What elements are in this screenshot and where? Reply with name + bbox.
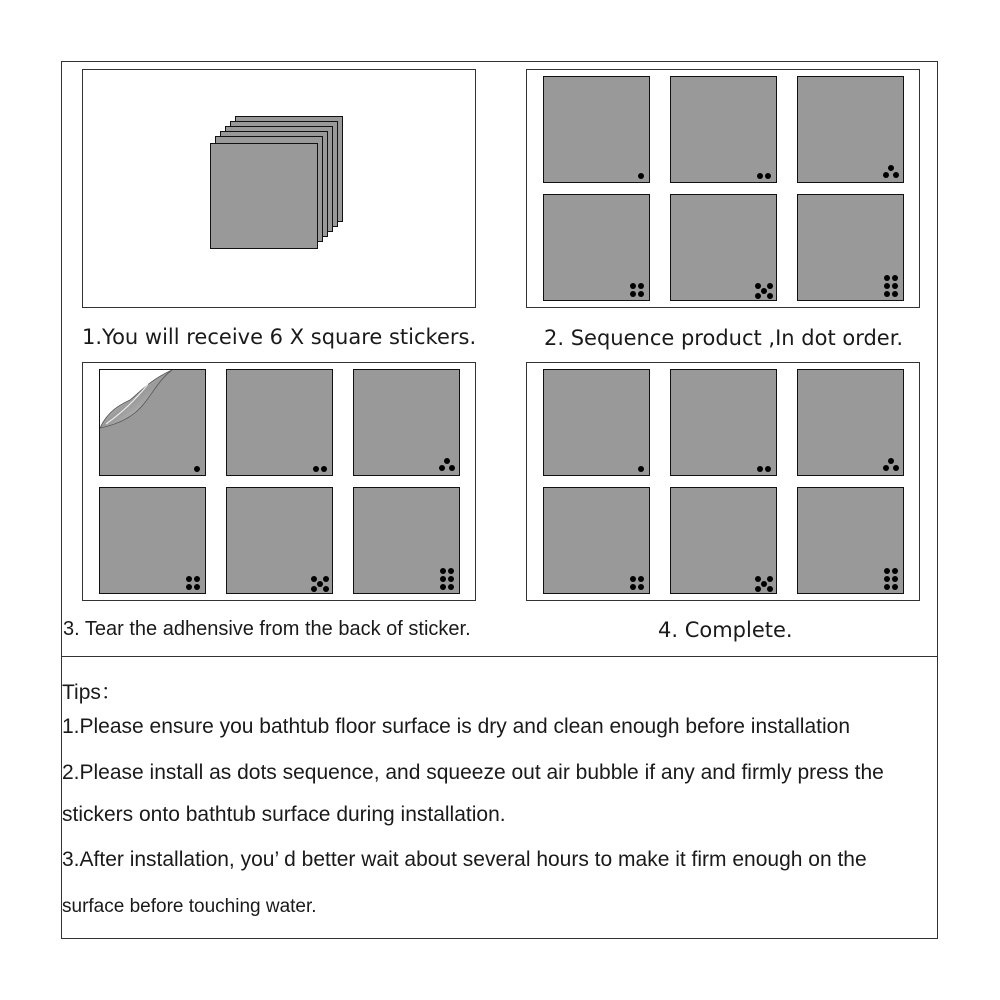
- sticker-dot: [321, 466, 327, 472]
- sticker-dot: [630, 584, 636, 590]
- sticker-dot: [892, 291, 898, 297]
- sticker-dot: [630, 291, 636, 297]
- tip-3-line-2: surface before touching water.: [62, 896, 317, 917]
- sticker-tile-3: [797, 369, 904, 476]
- sticker-dot: [638, 291, 644, 297]
- sticker-dot: [767, 576, 773, 582]
- sticker-dot: [765, 173, 771, 179]
- sticker-dot: [638, 173, 644, 179]
- sticker-tile-5: [670, 194, 777, 301]
- sticker-dot: [444, 458, 450, 464]
- sticker-tile-1: [99, 369, 206, 476]
- sticker-dot: [638, 584, 644, 590]
- sticker-sheet: [210, 143, 318, 249]
- sticker-dot: [884, 576, 890, 582]
- sticker-dot: [211, 144, 214, 147]
- sticker-dot: [313, 466, 319, 472]
- tip-1: 1.Please ensure you bathtub floor surface is dry and clean enough before installation: [62, 715, 851, 738]
- sticker-dot: [194, 466, 200, 472]
- sticker-dot: [883, 465, 889, 471]
- step2-panel: [526, 69, 920, 308]
- sticker-dot: [194, 576, 200, 582]
- sticker-dot: [186, 576, 192, 582]
- step1-caption: 1.You will receive 6 X square stickers.: [82, 325, 477, 349]
- sticker-dot: [449, 465, 455, 471]
- sticker-dot: [317, 581, 323, 587]
- sticker-dot: [884, 283, 890, 289]
- sticker-dot: [761, 581, 767, 587]
- sticker-dot: [892, 283, 898, 289]
- sticker-dot: [893, 465, 899, 471]
- sticker-dot: [448, 576, 454, 582]
- sticker-dot: [892, 584, 898, 590]
- sticker-dot: [440, 568, 446, 574]
- sticker-dot: [761, 288, 767, 294]
- sticker-dot: [448, 568, 454, 574]
- sticker-dot: [767, 586, 773, 592]
- tips-title: Tips：: [62, 681, 122, 704]
- sticker-dot: [448, 584, 454, 590]
- sticker-dot: [638, 283, 644, 289]
- tip-2-line-2: stickers onto bathtub surface during installation.: [62, 803, 506, 826]
- sticker-tile-2: [670, 76, 777, 183]
- sticker-dot: [638, 576, 644, 582]
- tip-2-line-1: 2.Please install as dots sequence, and squeeze out air bubble if any and firmly press the: [62, 761, 884, 784]
- sticker-dot: [186, 584, 192, 590]
- sticker-dot: [893, 172, 899, 178]
- sticker-dot: [888, 458, 894, 464]
- sticker-dot: [892, 568, 898, 574]
- sticker-tile-1: [543, 76, 650, 183]
- sticker-dot: [884, 291, 890, 297]
- sticker-dot: [755, 293, 761, 299]
- tips-divider: [61, 656, 938, 657]
- sticker-tile-2: [226, 369, 333, 476]
- sticker-tile-5: [226, 487, 333, 594]
- sticker-dot: [757, 173, 763, 179]
- sticker-dot: [194, 584, 200, 590]
- sticker-dot: [638, 466, 644, 472]
- sticker-dot: [755, 576, 761, 582]
- sticker-dot: [439, 465, 445, 471]
- sticker-dot: [892, 275, 898, 281]
- step4-panel: [526, 362, 920, 601]
- sticker-dot: [767, 293, 773, 299]
- sticker-dot: [323, 576, 329, 582]
- sticker-tile-6: [353, 487, 460, 594]
- sticker-tile-3: [353, 369, 460, 476]
- sticker-dot: [892, 576, 898, 582]
- sticker-dot: [888, 165, 894, 171]
- sticker-dot: [323, 586, 329, 592]
- sticker-tile-6: [797, 194, 904, 301]
- sticker-tile-2: [670, 369, 777, 476]
- sticker-tile-4: [543, 194, 650, 301]
- sticker-tile-6: [797, 487, 904, 594]
- sticker-dot: [884, 568, 890, 574]
- sticker-dot: [311, 586, 317, 592]
- sticker-dot: [630, 283, 636, 289]
- step3-caption: 3. Tear the adhensive from the back of sticker.: [63, 618, 471, 640]
- sticker-dot: [440, 576, 446, 582]
- sticker-tile-4: [99, 487, 206, 594]
- step4-caption: 4. Complete.: [658, 618, 793, 642]
- sticker-dot: [884, 584, 890, 590]
- sticker-tile-5: [670, 487, 777, 594]
- sticker-tile-4: [543, 487, 650, 594]
- sticker-dot: [883, 172, 889, 178]
- sticker-dot: [755, 283, 761, 289]
- step3-panel: [82, 362, 476, 601]
- sticker-tile-1: [543, 369, 650, 476]
- step2-caption: 2. Sequence product ,In dot order.: [544, 326, 904, 350]
- sticker-dot: [755, 586, 761, 592]
- peel-corner-icon: [100, 370, 180, 440]
- sticker-dot: [630, 576, 636, 582]
- tip-3-line-1: 3.After installation, you’ d better wait about several hours to make it firm enough on the: [62, 848, 867, 871]
- step1-panel: [82, 69, 476, 308]
- sticker-tile-3: [797, 76, 904, 183]
- sticker-dot: [311, 576, 317, 582]
- sticker-dot: [440, 584, 446, 590]
- sticker-dot: [884, 275, 890, 281]
- sticker-dot: [757, 466, 763, 472]
- sticker-dot: [765, 466, 771, 472]
- sticker-dot: [767, 283, 773, 289]
